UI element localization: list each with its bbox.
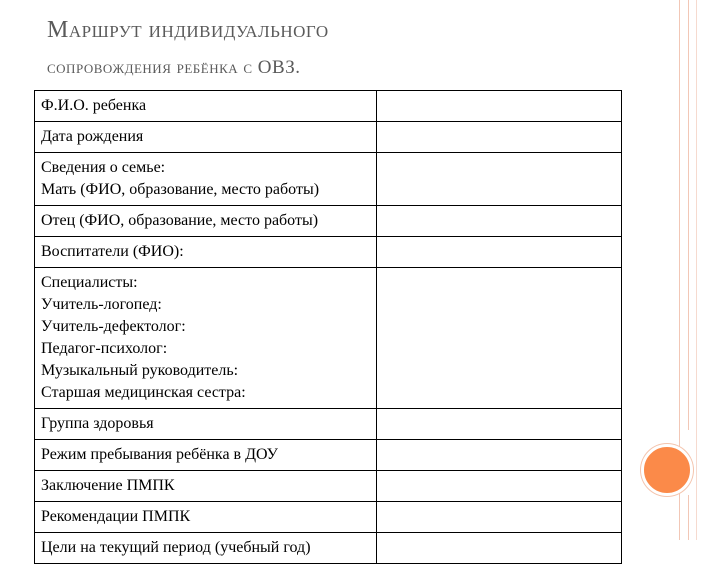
table-row — [35, 533, 622, 564]
row-label-text: Режим пребывания ребёнка в ДОУ — [41, 446, 279, 463]
table-row — [35, 91, 622, 122]
row-label-text: Музыкальный руководитель: — [41, 362, 239, 379]
row-label-text: Учитель-логопед: — [41, 296, 162, 313]
row-label-text: Цели на текущий период (учебный год) — [41, 539, 311, 556]
table-row — [35, 268, 622, 409]
table-row — [35, 471, 622, 502]
frame-line-top — [688, 0, 689, 430]
slide-title-line-1: Маршрут индивидуального — [47, 17, 329, 43]
row-value-cell[interactable] — [376, 502, 622, 533]
frame-line-bottom — [688, 495, 689, 540]
row-label-text: Отец (ФИО, образование, место работы) — [41, 212, 319, 229]
row-value-cell[interactable] — [376, 206, 622, 237]
row-label-cell — [35, 471, 377, 502]
row-label-cell — [35, 268, 377, 409]
row-label-text: Мать (ФИО, образование, место работы) — [41, 181, 320, 198]
row-value-cell[interactable] — [376, 409, 622, 440]
row-value-cell[interactable] — [376, 237, 622, 268]
decorative-circle — [641, 444, 693, 496]
row-value-cell[interactable] — [376, 471, 622, 502]
row-label-cell — [35, 91, 377, 122]
row-label-text: Воспитатели (ФИО): — [41, 243, 184, 260]
row-label-cell — [35, 206, 377, 237]
table-row — [35, 206, 622, 237]
row-label-cell — [35, 409, 377, 440]
table-row — [35, 153, 622, 206]
table-row — [35, 237, 622, 268]
row-label-cell — [35, 502, 377, 533]
table-row — [35, 122, 622, 153]
row-label-text: Рекомендации ПМПК — [41, 508, 191, 525]
slide-title-line-2: сопровождения ребёнка с ОВЗ. — [47, 57, 301, 78]
row-value-cell[interactable] — [376, 533, 622, 564]
row-label-text: Старшая медицинская сестра: — [41, 384, 246, 401]
row-label-text: Сведения о семье: — [41, 159, 166, 176]
row-label-cell — [35, 533, 377, 564]
row-label-text: Ф.И.О. ребенка — [41, 97, 147, 114]
row-label-cell — [35, 440, 377, 471]
row-label-cell — [35, 153, 377, 206]
row-value-cell[interactable] — [376, 440, 622, 471]
row-label-text: Специалисты: — [41, 274, 138, 291]
row-label-cell — [35, 237, 377, 268]
slide-title — [47, 10, 567, 86]
frame-inner-line — [696, 0, 697, 540]
table-row — [35, 440, 622, 471]
row-label-text: Педагог-психолог: — [41, 340, 168, 357]
row-label-text: Учитель-дефектолог: — [41, 318, 186, 335]
row-value-cell[interactable] — [376, 91, 622, 122]
table-row — [35, 409, 622, 440]
row-label-cell — [35, 122, 377, 153]
table-row — [35, 502, 622, 533]
row-label-text: Заключение ПМПК — [41, 477, 175, 494]
row-value-cell[interactable] — [376, 153, 622, 206]
row-value-cell[interactable] — [376, 122, 622, 153]
route-table — [34, 90, 622, 564]
row-value-cell[interactable] — [376, 268, 622, 409]
route-table-body — [35, 91, 622, 564]
row-label-text: Группа здоровья — [41, 415, 154, 432]
row-label-text: Дата рождения — [41, 128, 144, 145]
